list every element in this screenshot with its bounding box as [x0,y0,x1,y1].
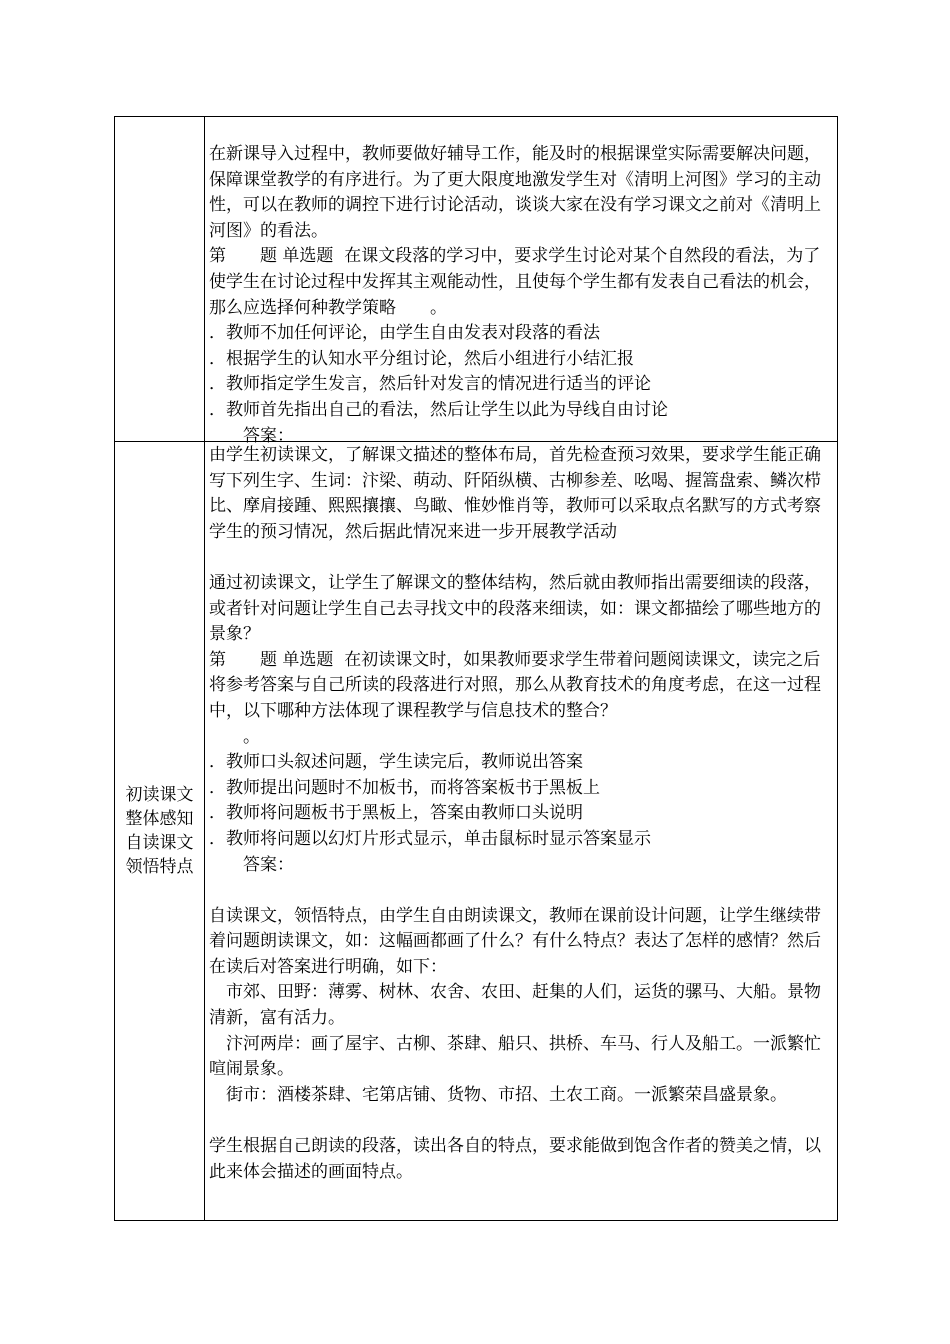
option-d[interactable]: ．教师将问题以幻灯片形式显示，单击鼠标时显示答案显示 [209,828,651,849]
option-b[interactable]: ．根据学生的认知水平分组讨论，然后小组进行小结汇报 [209,348,634,369]
intro-paragraph: 在新课导入过程中，教师要做好辅导工作，能及时的根据课堂实际需要解决问题，保障课堂教学的有序进行。为了更大限度地激发学生对《清明上河图》学习的主动性，可以在教师的调控下进行讨论活动，谈谈大家在没有学习课文之前对《清明上河图》的看法。 [209,144,821,241]
option-a[interactable]: ．教师不加任何评论，由学生自由发表对段落的看法 [209,323,600,344]
question-end: 。 [209,726,260,747]
stage-label-cell [115,442,205,1220]
first-reading-paragraph: 由学生初读课文，了解课文描述的整体布局，首先检查预习效果，要求学生能正确写下列生字、生词：汴梁、萌动、阡陌纵横、古柳参差、吆喝、握篙盘索、鳞次栉比、摩肩接踵、熙熙攘攘、鸟瞰、惟妙惟肖等，教师可以采取点名默写的方式考察学生的预习情况，然后据此情况来进一步开展教学活动 [209,445,821,542]
stage-label: 初读课文 整体感知 自读课文 领悟特点 [125,785,194,877]
option-b[interactable]: ．教师提出问题时不加板书，而将答案板书于黑板上 [209,777,600,798]
question-text: 第 题 单选题 在初读课文时，如果教师要求学生带着问题阅读课文，读完之后将参考答案与自己所读的段落进行对照，那么从教育技术的角度考虑，在这一过程中，以下哪种方法体现了课程教学与信息技术的整合？ [209,649,821,721]
answer-label: 答案： [209,425,294,446]
lesson-plan-table [114,116,838,1221]
option-c[interactable]: ．教师指定学生发言，然后针对发言的情况进行适当的评论 [209,374,651,395]
content-cell [205,442,837,1220]
table-row [115,117,837,446]
answer-label: 答案： [209,854,294,875]
detail-river: 汴河两岸：画了屋宇、古柳、茶肆、船只、拱桥、车马、行人及船工。一派繁忙喧闹景象。 [209,1033,821,1080]
detail-suburb: 市郊、田野：薄雾、树林、农舍、农田、赶集的人们，运货的骡马、大船。景物清新，富有活力。 [209,982,821,1029]
summary-paragraph: 学生根据自己朗读的段落，读出各自的特点，要求能做到饱含作者的赞美之情，以此来体会描述的画面特点。 [209,1136,821,1182]
option-d[interactable]: ．教师首先指出自己的看法，然后让学生以此为导线自由讨论 [209,399,668,420]
question-text: 第 题 单选题 在课文段落的学习中，要求学生讨论对某个自然段的看法，为了使学生在讨论过程中发挥其主观能动性，且使每个学生都有发表自己看法的机会，那么应选择何种教学策略 。 [209,246,821,318]
detail-street: 街市：酒楼茶肆、宅第店铺、货物、市招、土农工商。一派繁荣昌盛景象。 [209,1084,787,1105]
table-row [115,442,837,1220]
structure-paragraph: 通过初读课文，让学生了解课文的整体结构，然后就由教师指出需要细读的段落，或者针对问题让学生自己去寻找文中的段落来细读，如：课文都描绘了哪些地方的景象？ [209,572,821,645]
option-c[interactable]: ．教师将问题板书于黑板上，答案由教师口头说明 [209,803,583,824]
content-cell [205,117,837,446]
self-reading-paragraph: 自读课文，领悟特点，由学生自由朗读课文，教师在课前设计问题，让学生继续带着问题朗读课文，如：这幅画都画了什么？有什么特点？表达了怎样的感情？然后在读后对答案进行明确，如下： [209,905,821,977]
stage-label-cell [115,117,205,441]
option-a[interactable]: ．教师口头叙述问题，学生读完后，教师说出答案 [209,752,583,773]
